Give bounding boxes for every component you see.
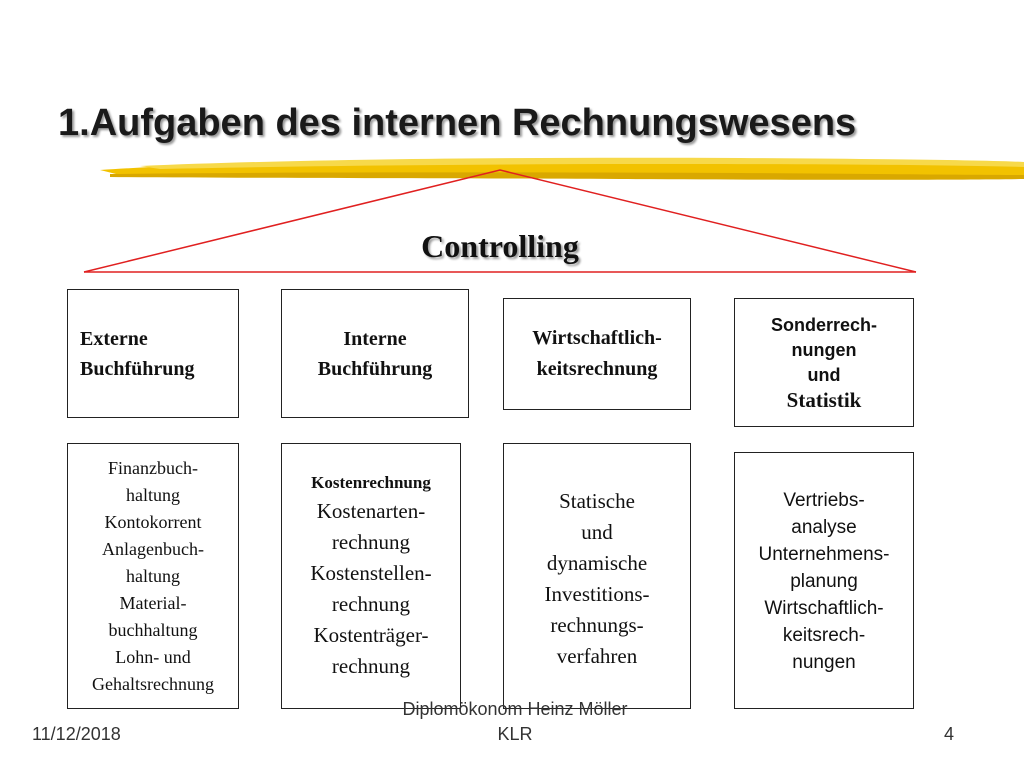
box-line: verfahren (556, 644, 638, 668)
box-line: Buchführung (80, 357, 195, 380)
box-line: Kostenarten- (316, 499, 426, 523)
box-line: Unternehmens- (758, 544, 890, 565)
box-line: Anlagenbuch- (102, 538, 204, 559)
box-line: rechnung (331, 592, 411, 616)
slide-title: 1.Aufgaben des internen Rechnungswesens (58, 102, 857, 144)
controlling-label: Controlling (421, 228, 579, 264)
box-line: haltung (126, 565, 180, 586)
footer-subject: KLR (497, 724, 533, 744)
box-line: Statische (559, 489, 635, 513)
box-line: Vertriebs- (783, 490, 865, 511)
footer-author: Diplomökonom Heinz Möller (402, 699, 628, 719)
box-line: buchhaltung (108, 619, 198, 640)
box-line: Kostenrechnung (311, 473, 431, 492)
box-line: Gehaltsrechnung (92, 673, 214, 694)
box-line: nungen (791, 339, 857, 360)
box-investitionsrechnung (503, 443, 691, 709)
box-line: Statistik (786, 387, 862, 412)
box-wirtschaftlichkeitsrechnung (503, 298, 691, 410)
box-vertriebsanalyse (734, 452, 914, 709)
box-line: Kontokorrent (104, 511, 202, 532)
box-line: Kostenstellen- (310, 561, 432, 585)
box-line: planung (790, 571, 858, 592)
box-line: Buchführung (317, 357, 433, 380)
footer-date: 11/12/2018 (32, 724, 121, 744)
box-interne-buchfuehrung (281, 289, 469, 418)
footer-page-number: 4 (944, 724, 955, 744)
box-line: nungen (792, 652, 856, 673)
box-line: Wirtschaftlich- (532, 327, 662, 349)
box-line: rechnungs- (550, 613, 644, 637)
box-finanzbuchhaltung (67, 443, 239, 709)
box-externe-buchfuehrung (67, 289, 239, 418)
box-line: rechnung (331, 654, 411, 678)
box-line: keitsrechnung (536, 358, 658, 380)
box-line: Material- (119, 592, 187, 613)
box-line: Finanzbuch- (108, 457, 198, 478)
box-line: Sonderrech- (770, 314, 878, 335)
box-line: rechnung (331, 530, 411, 554)
box-line: Wirtschaftlich- (764, 598, 884, 619)
box-line: analyse (791, 517, 857, 538)
box-line: haltung (126, 484, 180, 505)
box-line: Investitions- (544, 582, 650, 606)
box-line: Externe (80, 327, 148, 350)
box-line: Lohn- und (115, 646, 191, 667)
box-kostenrechnung (281, 443, 461, 709)
box-line: dynamische (546, 551, 648, 575)
box-line: und (807, 364, 841, 385)
box-line: und (581, 520, 613, 544)
box-line: Interne (343, 327, 407, 350)
box-line: keitsrech- (782, 625, 866, 646)
box-sonderrechnungen-statistik (734, 298, 914, 427)
box-line: Kostenträger- (313, 623, 429, 647)
